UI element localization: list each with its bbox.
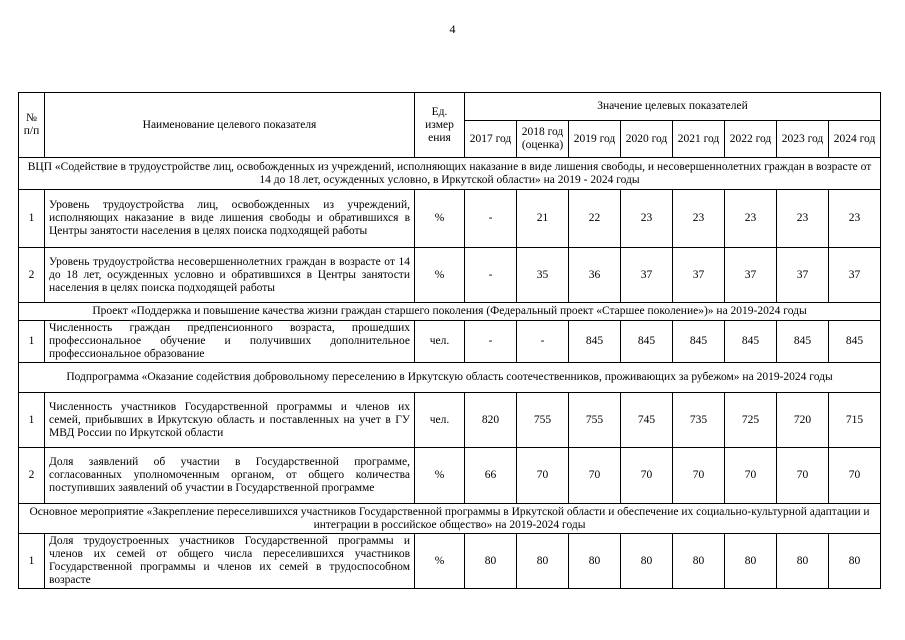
indicator-value: 70: [673, 448, 725, 504]
table-row: [19, 248, 881, 303]
header-year: 2018 год (оценка): [517, 121, 569, 158]
indicator-value: 22: [569, 190, 621, 248]
target-indicators-table: [18, 92, 881, 589]
section-header-row: [19, 363, 881, 393]
indicator-value: -: [517, 321, 569, 363]
section-title: Основное мероприятие «Закрепление переселившихся участников Государственной программы в Иркутской области и обеспечение их социально-культурной адаптации и интеграции в российское общество» на 2019-2024 годы: [19, 504, 881, 534]
indicator-value: -: [465, 248, 517, 303]
indicator-value: 80: [621, 534, 673, 589]
indicator-value: 80: [517, 534, 569, 589]
indicator-name: Численность участников Государственной программы и членов их семей, прибывших в Иркутскую область и поставленных на учет в ГУ МВД России по Иркутской области: [45, 393, 415, 448]
row-num: 1: [19, 321, 45, 363]
header-year: 2024 год: [829, 121, 881, 158]
section-title: ВЦП «Содействие в трудоустройстве лиц, освобожденных из учреждений, исполняющих наказание в виде лишения свободы, и несовершеннолетних граждан в возрасте от 14 до 18 лет, осужденных условно, в Иркутской области» на 2019 - 2024 годы: [19, 158, 881, 190]
indicator-value: 36: [569, 248, 621, 303]
indicator-value: 80: [465, 534, 517, 589]
header-year: 2020 год: [621, 121, 673, 158]
row-num: 1: [19, 393, 45, 448]
section-header-row: [19, 158, 881, 190]
row-num: 1: [19, 534, 45, 589]
indicator-value: 37: [725, 248, 777, 303]
indicator-value: 66: [465, 448, 517, 504]
table-row: [19, 321, 881, 363]
indicator-value: 845: [673, 321, 725, 363]
indicator-value: 845: [621, 321, 673, 363]
indicator-value: 23: [725, 190, 777, 248]
indicator-value: 37: [777, 248, 829, 303]
indicator-value: 755: [517, 393, 569, 448]
indicator-value: 70: [725, 448, 777, 504]
indicator-value: 845: [569, 321, 621, 363]
header-unit: Ед. измер ения: [415, 93, 465, 158]
indicator-value: 35: [517, 248, 569, 303]
indicator-value: 845: [829, 321, 881, 363]
page-number: 4: [449, 22, 456, 36]
indicator-value: 820: [465, 393, 517, 448]
indicator-name: Численность граждан предпенсионного возраста, прошедших профессиональное обучение и получивших дополнительное профессиональное образование: [45, 321, 415, 363]
indicator-value: 37: [621, 248, 673, 303]
header-year: 2022 год: [725, 121, 777, 158]
header-year: 2017 год: [465, 121, 517, 158]
row-num: 1: [19, 190, 45, 248]
indicator-unit: чел.: [415, 393, 465, 448]
indicator-value: 725: [725, 393, 777, 448]
table-body: [19, 158, 881, 589]
header-values-group: Значение целевых показателей: [465, 93, 881, 121]
header-row-top: [19, 93, 881, 121]
header-year: 2023 год: [777, 121, 829, 158]
indicator-value: 735: [673, 393, 725, 448]
table-row: [19, 534, 881, 589]
header-name: Наименование целевого показателя: [45, 93, 415, 158]
indicator-unit: %: [415, 534, 465, 589]
indicator-value: 715: [829, 393, 881, 448]
indicator-value: 755: [569, 393, 621, 448]
section-title: Подпрограмма «Оказание содействия добровольному переселению в Иркутскую область соотечественников, проживающих за рубежом» на 2019-2024 годы: [19, 363, 881, 393]
section-header-row: [19, 504, 881, 534]
indicator-value: 745: [621, 393, 673, 448]
indicator-value: 23: [777, 190, 829, 248]
indicator-value: -: [465, 321, 517, 363]
indicator-unit: %: [415, 190, 465, 248]
indicator-value: 720: [777, 393, 829, 448]
row-num: 2: [19, 248, 45, 303]
indicator-value: 80: [829, 534, 881, 589]
indicator-name: Уровень трудоустройства лиц, освобожденных из учреждений, исполняющих наказание в виде лишения свободы и обратившихся в Центры занятости населения в целях поиска подходящей работы: [45, 190, 415, 248]
indicator-value: 80: [777, 534, 829, 589]
indicator-value: 23: [829, 190, 881, 248]
header-num: № п/п: [19, 93, 45, 158]
indicator-value: 70: [569, 448, 621, 504]
indicator-value: 845: [725, 321, 777, 363]
indicator-value: 21: [517, 190, 569, 248]
indicator-name: Доля трудоустроенных участников Государственной программы и членов их семей от общего числа переселившихся участников Государственной программы и членов их семей в трудоспособном возрасте: [45, 534, 415, 589]
section-title: Проект «Поддержка и повышение качества жизни граждан старшего поколения (Федеральный проект «Старшее поколение»)» на 2019-2024 годы: [19, 303, 881, 321]
section-header-row: [19, 303, 881, 321]
indicator-value: 70: [621, 448, 673, 504]
indicator-value: 37: [673, 248, 725, 303]
table-row: [19, 448, 881, 504]
indicator-value: 70: [517, 448, 569, 504]
indicator-unit: %: [415, 448, 465, 504]
indicator-value: 23: [621, 190, 673, 248]
indicator-name: Доля заявлений об участии в Государственной программе, согласованных уполномоченным органом, от общего количества поступивших заявлений об участии в Государственной программе: [45, 448, 415, 504]
indicator-value: 37: [829, 248, 881, 303]
indicator-value: 80: [673, 534, 725, 589]
indicator-value: 80: [569, 534, 621, 589]
indicator-value: 80: [725, 534, 777, 589]
indicator-name: Уровень трудоустройства несовершеннолетних граждан в возрасте от 14 до 18 лет, осужденных условно и обратившихся в Центры занятости населения в целях поиска подходящей работы: [45, 248, 415, 303]
indicator-value: 845: [777, 321, 829, 363]
header-year: 2021 год: [673, 121, 725, 158]
indicator-unit: чел.: [415, 321, 465, 363]
indicator-value: 70: [777, 448, 829, 504]
indicator-value: 70: [829, 448, 881, 504]
header-year: 2019 год: [569, 121, 621, 158]
row-num: 2: [19, 448, 45, 504]
indicator-value: 23: [673, 190, 725, 248]
table-row: [19, 393, 881, 448]
table-row: [19, 190, 881, 248]
indicator-value: -: [465, 190, 517, 248]
indicator-unit: %: [415, 248, 465, 303]
